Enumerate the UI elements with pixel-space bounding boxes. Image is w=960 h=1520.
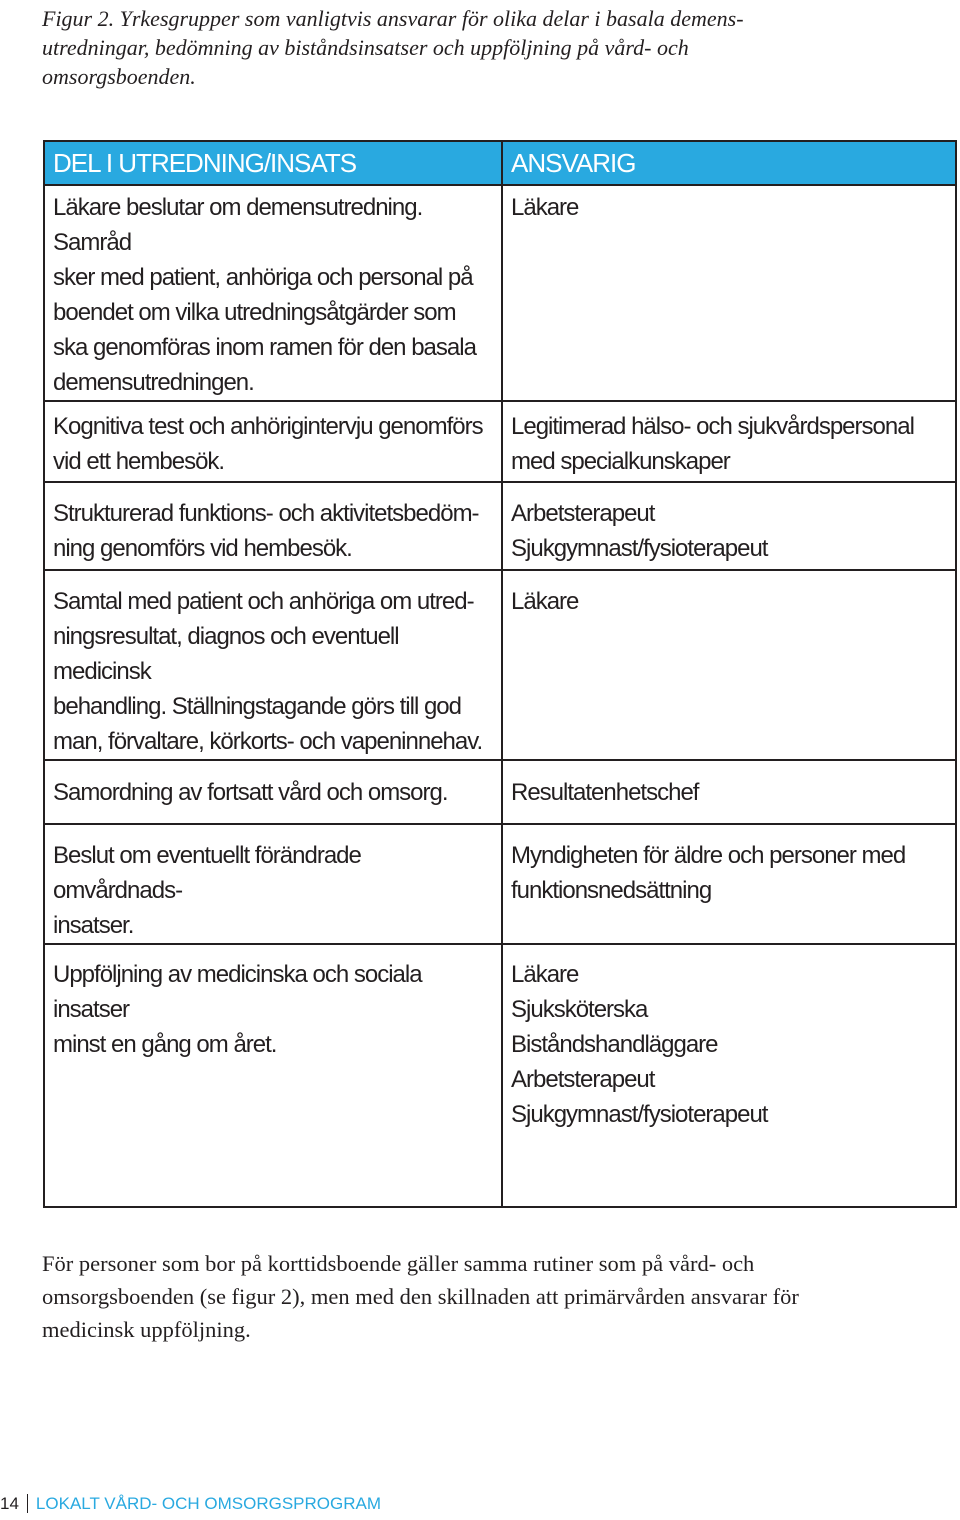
cell-text: ning genomförs vid hembesök. [53,535,352,562]
cell-part [44,944,502,1207]
paragraph-line: omsorgsboenden (se figur 2), men med den skillnaden att primärvården ansvarar för [42,1284,799,1309]
cell-text: insatser. [53,912,134,939]
cell-text: Arbetsterapeut [511,1066,655,1093]
responsibility-table [43,140,957,1208]
cell-text: sker med patient, anhöriga och personal på [53,264,473,291]
cell-text: Sjukgymnast/fysioterapeut [511,535,768,562]
cell-text: vid ett hembesök. [53,448,225,475]
cell-responsible [502,760,956,824]
cell-text: Läkare beslutar om demensutredning. Samråd [53,194,423,256]
cell-part [44,760,502,824]
cell-text: Legitimerad hälso- och sjukvårdspersonal [511,413,914,440]
cell-text: Biståndshandläggare [511,1031,718,1058]
paragraph-line: medicinsk uppföljning. [42,1317,251,1342]
cell-text: man, förvaltare, körkorts- och vapeninnehav. [53,728,483,755]
cell-responsible [502,401,956,482]
cell-responsible [502,185,956,401]
cell-text: Läkare [511,588,579,615]
figure-caption [42,4,922,91]
cell-text: med specialkunskaper [511,448,730,475]
cell-text: demensutredningen. [53,369,254,396]
cell-text: Läkare [511,961,579,988]
table-header-row [44,141,956,185]
cell-text: Strukturerad funktions- och aktivitetsbedöm- [53,500,479,527]
cell-text: behandling. Ställningstagande görs till god [53,693,461,720]
cell-text: Resultatenhetschef [511,779,699,806]
cell-text: Arbetsterapeut [511,500,655,527]
cell-responsible [502,482,956,570]
cell-responsible [502,570,956,760]
cell-part [44,482,502,570]
table-row [44,401,956,482]
cell-text: funktionsnedsättning [511,877,712,904]
cell-text: Sjukgymnast/fysioterapeut [511,1101,768,1128]
cell-text: Samtal med patient och anhöriga om utred- [53,588,474,615]
header-responsible: ANSVARIG [502,141,956,185]
table-row [44,824,956,944]
table-row [44,944,956,1207]
page-footer [0,1494,381,1514]
cell-text: Samordning av fortsatt vård och omsorg. [53,779,448,806]
cell-text: Myndigheten för äldre och personer med [511,842,906,869]
cell-text: ningsresultat, diagnos och eventuell medicinsk [53,623,399,685]
paragraph-line: För personer som bor på korttidsboende gäller samma rutiner som på vård- och [42,1251,755,1276]
cell-text: Uppföljning av medicinska och sociala insatser [53,961,422,1023]
cell-text: Kognitiva test och anhörigintervju genomförs [53,413,483,440]
page-number: 14 [0,1494,28,1513]
table-row [44,482,956,570]
cell-part [44,824,502,944]
cell-text: Läkare [511,194,579,221]
table-row [44,570,956,760]
cell-text: Sjuksköterska [511,996,648,1023]
cell-text: minst en gång om året. [53,1031,277,1058]
cell-part [44,401,502,482]
cell-text: boendet om vilka utredningsåtgärder som [53,299,456,326]
cell-part [44,570,502,760]
cell-responsible [502,824,956,944]
cell-part [44,185,502,401]
body-paragraph [42,1247,932,1346]
table-row [44,185,956,401]
caption-line: omsorgsboenden. [42,64,196,89]
cell-text: ska genomföras inom ramen för den basala [53,334,476,361]
footer-title: LOKALT VÅRD- OCH OMSORGSPROGRAM [35,1494,382,1513]
cell-text: Beslut om eventuellt förändrade omvårdnads- [53,842,361,904]
table-row [44,760,956,824]
cell-responsible [502,944,956,1207]
caption-line: Figur 2. Yrkesgrupper som vanligtvis ansvarar för olika delar i basala demens- [42,6,744,31]
caption-line: utredningar, bedömning av biståndsinsatser och uppföljning på vård- och [42,35,689,60]
header-part: DEL I UTREDNING/INSATS [44,141,502,185]
